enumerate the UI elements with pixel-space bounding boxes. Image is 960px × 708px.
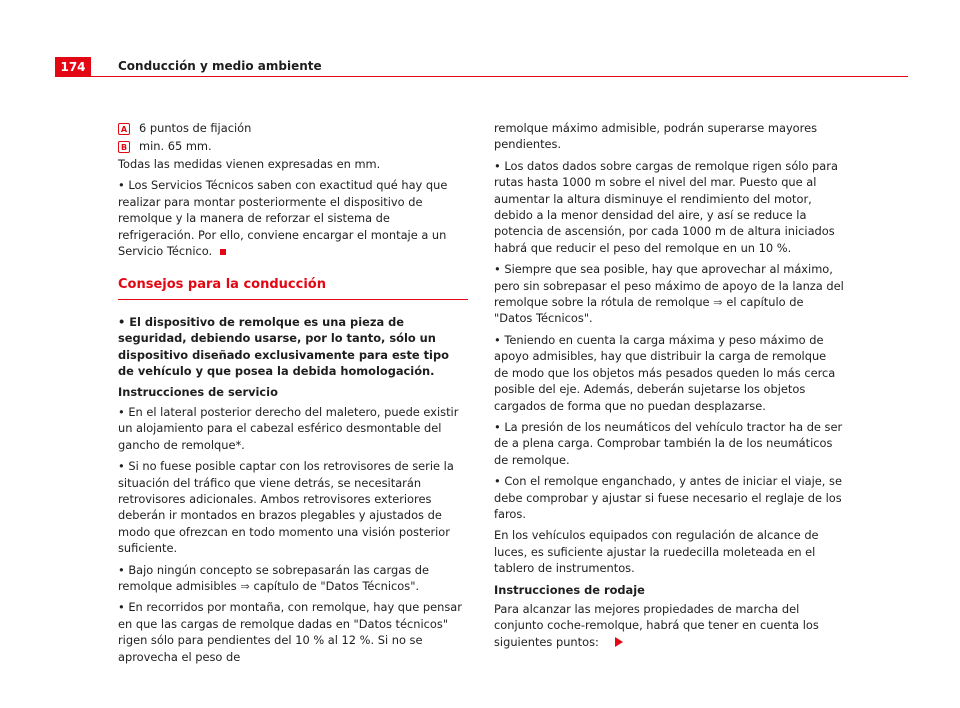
- paragraph-drawbar: [494, 261, 844, 327]
- running-in-text: Para alcanzar las mejores propiedades de marcha del conjunto coche-remolque, habrá que tener en cuenta los siguientes puntos:: [494, 601, 819, 649]
- subheading-running-in: Instrucciones de rodaje: [494, 582, 645, 597]
- reference-arrow-icon: ⇒: [713, 295, 723, 310]
- paragraph-mountain: • En recorridos por montaña, con remolque, hay que pensar en que las cargas de remolque dadas en "Datos técnicos" rigen sólo para pendientes del 10 % al 12 %. Si no se aprovecha el peso de: [118, 600, 462, 664]
- end-of-section-icon: [220, 249, 226, 255]
- subheading-service: Instrucciones de servicio: [118, 385, 278, 400]
- header-title: Conducción y medio ambiente: [118, 59, 322, 73]
- paragraph-headlights: • Con el remolque enganchado, y antes de iniciar el viaje, se debe comprobar y ajustar si fuese necesario el reglaje de los faros.: [494, 474, 842, 521]
- units-note: Todas las medidas vienen expresadas en mm.: [118, 157, 381, 171]
- services-text: • Los Servicios Técnicos saben con exactitud qué hay que realizar para montar posteriormente el dispositivo de remolque y la manera de reforzar el sistema de refrigeración. Por ello, conviene encargar el montaje a un Servicio Técnico.: [118, 178, 448, 259]
- drawbar-text-a: • Siempre que sea posible, hay que aprovechar al máximo, pero sin sobrepasar el peso máximo de apoyo de la lanza del remolque sobre la rótula de remolque: [494, 262, 844, 310]
- page-number: 174: [55, 57, 91, 77]
- paragraph-mirrors: • Si no fuese posible captar con los retrovisores de serie la situación del tráfico que viene detrás, se necesitarán retrovisores adicionales. Ambos retrovisores exteriores deberán ir montados en brazos plegables y ajustados de modo que ofrezcan en todo momento una visión posterior suficiente.: [118, 459, 454, 556]
- right-column: [494, 120, 844, 655]
- paragraph-distribution: • Teniendo en cuenta la carga máxima y peso máximo de apoyo admisibles, hay que distribuir la carga de remolque de modo que los objetos más pesados queden lo más cerca posible del eje. Además, deberán sujetarse los objetos cargados de forma que no puedan desplazarse.: [494, 332, 836, 413]
- continue-arrow-icon: [615, 637, 623, 647]
- legend-badge-a: A: [118, 123, 130, 135]
- services-paragraph: [118, 177, 468, 259]
- paragraph-headlight-range: En los vehículos equipados con regulación de alcance de luces, es suficiente ajustar la ruedecilla moleteada en el tablero de instrumentos.: [494, 528, 819, 576]
- safety-note: • El dispositivo de remolque es una pieza de seguridad, debiendo usarse, por lo tanto, sólo un dispositivo diseñado exclusivamente para este tipo de vehículo y que posea la debida homologación.: [118, 314, 449, 379]
- legend-text-a: 6 puntos de fijación: [139, 121, 252, 136]
- legend-badge-b: B: [118, 141, 130, 153]
- paragraph-trunk: • En el lateral posterior derecho del maletero, puede existir un alojamiento para el cabezal esférico desmontable del gancho de remolque*.: [118, 404, 459, 452]
- loads-text-a: • Bajo ningún concepto se sobrepasarán las cargas de remolque admisibles: [118, 562, 429, 593]
- paragraph-tyres: • La presión de los neumáticos del vehículo tractor ha de ser de a plena carga. Comprobar también la de los neumáticos de remolque.: [494, 419, 843, 467]
- paragraph-running-in: [494, 601, 844, 650]
- drawbar-text-b: el capítulo de "Datos Técnicos".: [494, 295, 804, 326]
- paragraph-altitude: • Los datos dados sobre cargas de remolque rigen sólo para rutas hasta 1000 m sobre el nivel del mar. Puesto que al aumentar la altura disminuye el rendimiento del motor, debido a la menor densidad del aire, y así se reduce la potencia de ascensión, por cada 1000 m de altura iniciados habrá que reducir el peso del remolque en un 10 %.: [494, 158, 838, 255]
- section-title: Consejos para la conducción: [118, 277, 468, 299]
- loads-text-b: capítulo de "Datos Técnicos".: [249, 578, 420, 593]
- legend-text-b: min. 65 mm.: [139, 139, 212, 154]
- header-rule: [55, 76, 908, 77]
- left-column: [118, 120, 468, 670]
- paragraph-continuation: remolque máximo admisible, podrán superarse mayores pendientes.: [494, 121, 818, 152]
- legend-item-a: [118, 120, 468, 137]
- paragraph-loads: [118, 562, 468, 595]
- reference-arrow-icon: ⇒: [240, 578, 250, 593]
- legend-item-b: [118, 138, 468, 155]
